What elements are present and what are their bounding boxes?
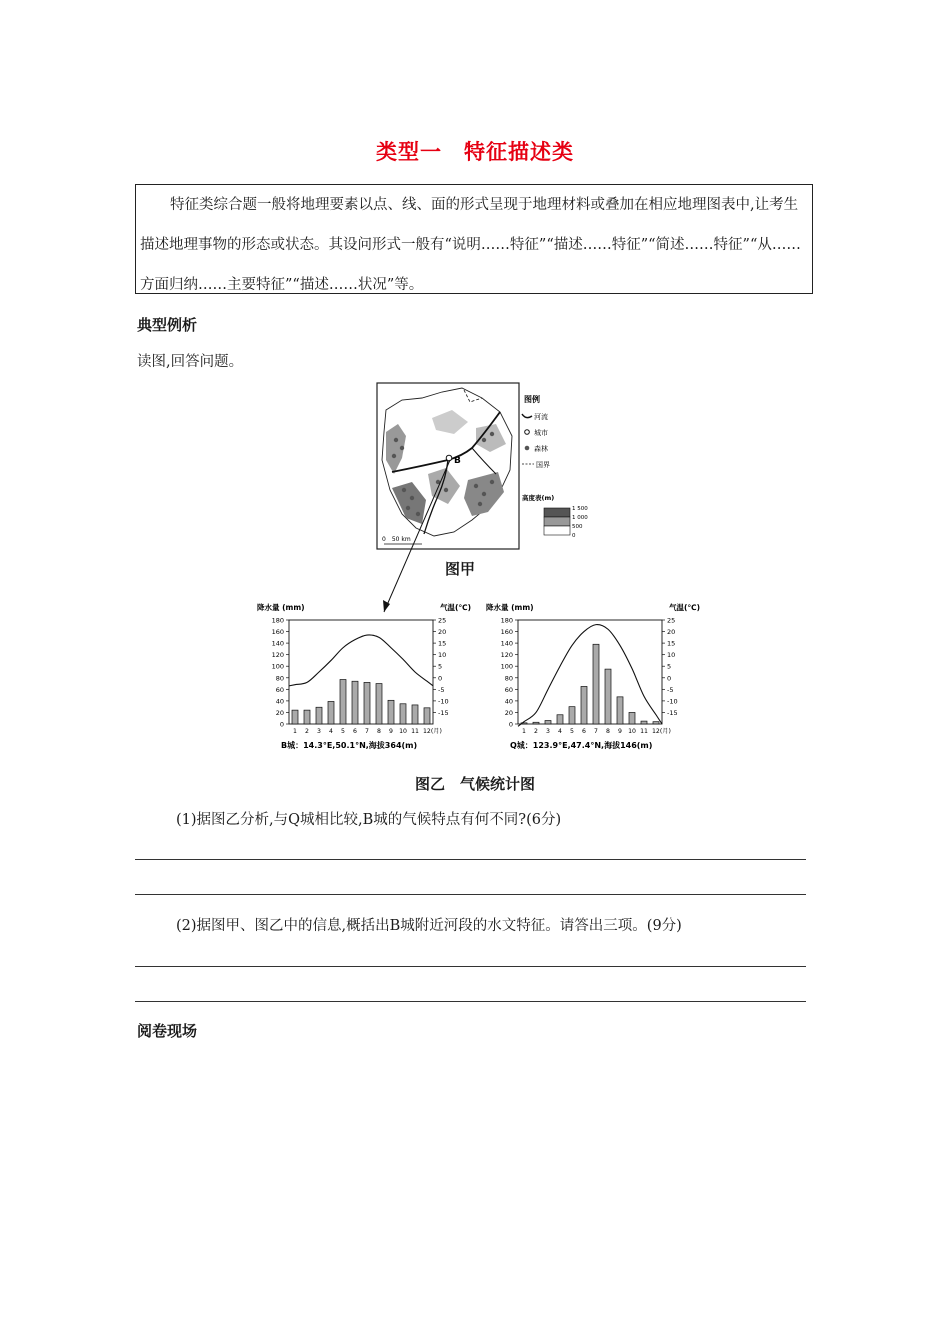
- y-tick-label: 180: [271, 616, 284, 625]
- x-tick-label: 11: [640, 728, 648, 735]
- elevation-level: 1 000: [572, 515, 588, 521]
- answer-line[interactable]: [135, 1001, 806, 1002]
- page-title: 类型一 特征描述类: [376, 140, 574, 164]
- precipitation-bar: [376, 684, 382, 724]
- city-legend-icon: [525, 430, 530, 435]
- precipitation-bar: [340, 680, 346, 724]
- precipitation-bar: [364, 682, 370, 724]
- legend-forest: 森林: [534, 445, 548, 453]
- precipitation-bar: [593, 644, 599, 724]
- elevation-level: 0: [572, 533, 576, 539]
- legend-title: 图例: [524, 395, 540, 404]
- y-tick-label: 140: [500, 639, 513, 648]
- question-1: (1)据图乙分析,与Q城相比较,B城的气候特点有何不同?(6分): [176, 812, 562, 828]
- y-tick-label: 20: [504, 708, 513, 717]
- x-tick-label: 6: [582, 728, 586, 735]
- pointer-arrow: [370, 440, 460, 620]
- x-tick-label: 4: [329, 728, 333, 735]
- y2-tick-label: 20: [667, 628, 676, 637]
- y-tick-label: 120: [500, 651, 513, 660]
- map-caption: 图甲: [444, 560, 475, 578]
- y-tick-label: 180: [500, 616, 513, 625]
- y-axis-label: 降水量 (mm): [486, 603, 534, 612]
- x-tick-label: 2: [534, 728, 538, 735]
- plot-frame: [289, 620, 433, 724]
- y2-axis-label: 气温(℃): [669, 603, 700, 612]
- y2-tick-label: -5: [667, 685, 674, 694]
- answer-line[interactable]: [135, 859, 806, 860]
- y2-tick-label: 25: [667, 616, 676, 625]
- y-tick-label: 20: [275, 708, 284, 717]
- precipitation-bar: [617, 697, 623, 724]
- precipitation-bar: [304, 710, 310, 724]
- legend-border: 国界: [536, 461, 550, 469]
- temperature-curve: [518, 625, 662, 727]
- x-tick-label: 3: [317, 728, 321, 735]
- precipitation-bar: [581, 686, 587, 724]
- y-tick-label: 0: [508, 720, 513, 729]
- x-tick-label: 1: [522, 728, 526, 735]
- intro-box: 特征类综合题一般将地理要素以点、线、面的形式呈现于地理材料或叠加在相应地理图表中,让考生描述地理事物的形态或状态。其设问形式一般有“说明……特征”“描述……特征”“简述……特征”“从……方面归纳……主要特征”“描述……状况”等。: [135, 184, 813, 294]
- instruction: 读图,回答问题。: [137, 354, 244, 370]
- x-tick-label: 3: [546, 728, 550, 735]
- y-tick-label: 80: [275, 674, 284, 683]
- climate-chart-b: [255, 598, 473, 756]
- precipitation-bar: [424, 708, 430, 724]
- precipitation-bar: [557, 715, 563, 724]
- example-heading: 典型例析: [137, 316, 198, 334]
- river-legend-icon: [522, 414, 532, 418]
- temperature-curve: [289, 635, 433, 686]
- elevation-scale: [544, 508, 570, 535]
- x-tick-label: 9: [618, 728, 622, 735]
- figure2-caption: 图乙 气候统计图: [414, 775, 535, 793]
- y-tick-label: 100: [500, 662, 513, 671]
- x-tick-label: 5: [570, 728, 574, 735]
- precipitation-bar: [653, 722, 659, 724]
- y2-tick-label: -10: [438, 697, 449, 706]
- precipitation-bar: [412, 705, 418, 724]
- elevation-level: 500: [572, 524, 583, 530]
- y2-tick-label: -15: [667, 708, 678, 717]
- legend-river: 河流: [534, 413, 548, 421]
- precipitation-bar: [569, 707, 575, 724]
- x-tick-label: 7: [594, 728, 598, 735]
- precipitation-bar: [605, 669, 611, 724]
- climate-chart-q: [484, 598, 702, 756]
- x-tick-label: 4: [558, 728, 562, 735]
- precipitation-bar: [629, 712, 635, 724]
- precipitation-bar: [533, 722, 539, 724]
- y-tick-label: 60: [275, 685, 284, 694]
- y-tick-label: 120: [271, 651, 284, 660]
- precipitation-bar: [316, 707, 322, 724]
- answer-line[interactable]: [135, 966, 806, 967]
- precipitation-bar: [352, 681, 358, 724]
- y-tick-label: 100: [271, 662, 284, 671]
- answer-line[interactable]: [135, 894, 806, 895]
- x-tick-label: 9: [389, 728, 393, 735]
- scale-label: 0 50 km: [382, 536, 411, 543]
- x-tick-label: 5: [341, 728, 345, 735]
- y2-tick-label: 25: [438, 616, 447, 625]
- x-tick-label: 12(月): [652, 728, 671, 735]
- y2-tick-label: 5: [667, 662, 672, 671]
- elevation-title: 高度表(m): [522, 494, 555, 502]
- x-tick-label: 11: [411, 728, 419, 735]
- y2-tick-label: 10: [438, 651, 447, 660]
- x-tick-label: 8: [606, 728, 610, 735]
- y-tick-label: 0: [279, 720, 284, 729]
- x-tick-label: 12(月): [423, 728, 442, 735]
- x-tick-label: 8: [377, 728, 381, 735]
- chart-title: B城：14.3°E,50.1°N,海拔364(m): [281, 741, 418, 750]
- y2-tick-label: 0: [438, 674, 443, 683]
- legend-city: 城市: [534, 429, 548, 437]
- y2-tick-label: 15: [438, 639, 447, 648]
- y-tick-label: 160: [500, 628, 513, 637]
- y-tick-label: 60: [504, 685, 513, 694]
- x-tick-label: 10: [399, 728, 407, 735]
- y-tick-label: 140: [271, 639, 284, 648]
- y-tick-label: 160: [271, 628, 284, 637]
- precipitation-bar: [400, 704, 406, 724]
- chart-title: Q城：123.9°E,47.4°N,海拔146(m): [510, 741, 653, 750]
- precipitation-bar: [292, 710, 298, 724]
- y-tick-label: 80: [504, 674, 513, 683]
- precipitation-bar: [328, 701, 334, 724]
- forest-legend-icon: [525, 446, 530, 451]
- elevation-level: 1 500: [572, 506, 588, 512]
- y2-tick-label: -15: [438, 708, 449, 717]
- plot-frame: [518, 620, 662, 724]
- precipitation-bar: [388, 700, 394, 724]
- y2-tick-label: 10: [667, 651, 676, 660]
- question-2: (2)据图甲、图乙中的信息,概括出B城附近河段的水文特征。请答出三项。(9分): [176, 918, 682, 934]
- y-tick-label: 40: [504, 697, 513, 706]
- y2-tick-label: 20: [438, 628, 447, 637]
- y2-tick-label: 0: [667, 674, 672, 683]
- y2-axis-label: 气温(℃): [440, 603, 471, 612]
- y-tick-label: 40: [275, 697, 284, 706]
- precipitation-bar: [641, 721, 647, 724]
- city-b-label: B: [454, 456, 461, 466]
- y-axis-label: 降水量 (mm): [257, 603, 305, 612]
- precipitation-bar: [545, 721, 551, 724]
- y2-tick-label: 5: [438, 662, 443, 671]
- x-tick-label: 1: [293, 728, 297, 735]
- y2-tick-label: -10: [667, 697, 678, 706]
- y2-tick-label: 15: [667, 639, 676, 648]
- x-tick-label: 10: [628, 728, 636, 735]
- x-tick-label: 7: [365, 728, 369, 735]
- y2-tick-label: -5: [438, 685, 445, 694]
- review-heading: 阅卷现场: [137, 1022, 198, 1040]
- x-tick-label: 2: [305, 728, 309, 735]
- x-tick-label: 6: [353, 728, 357, 735]
